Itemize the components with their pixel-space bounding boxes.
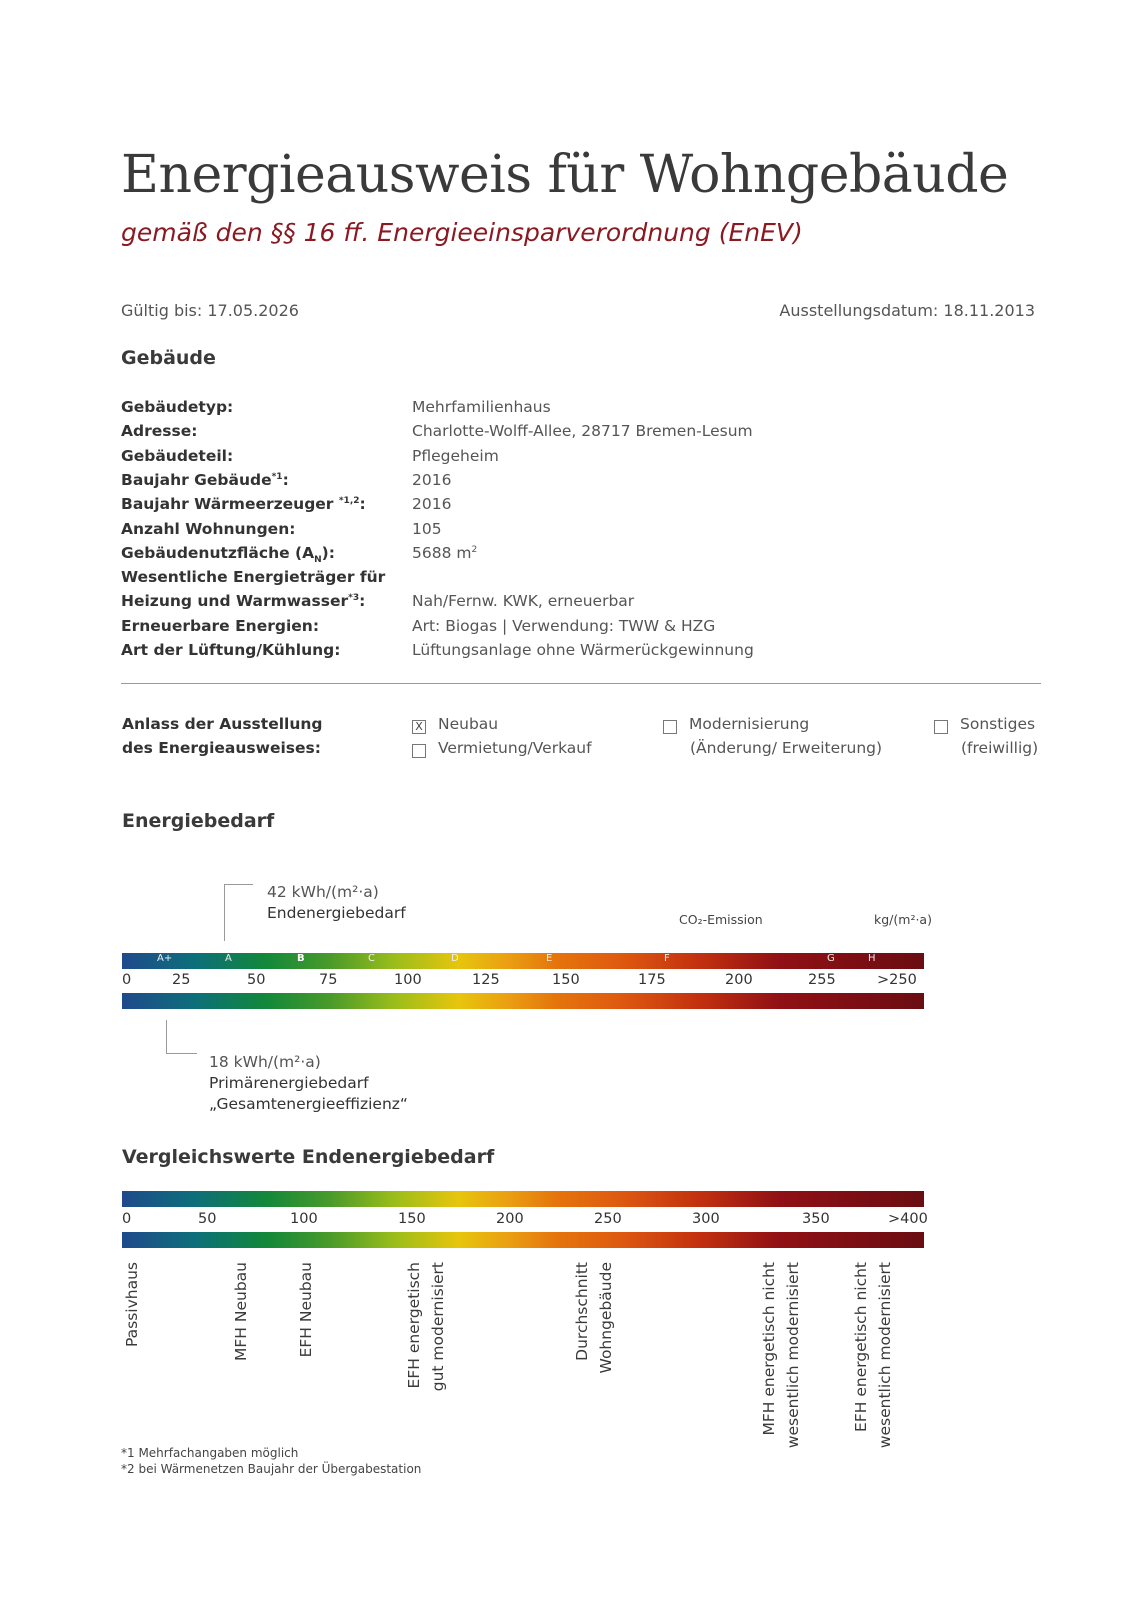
info-label: Wesentliche Energieträger für [121,568,386,587]
info-label: Art der Lüftung/Kühlung: [121,641,341,659]
energy-tick-label: 75 [319,972,338,988]
option-neubau[interactable] [412,712,592,736]
energy-tick-label: 25 [172,972,191,988]
checkbox-neubau[interactable]: X [412,720,426,734]
vergleich-label-line1: MFH Neubau [232,1262,250,1361]
vergleich-label-line2: wesentlich modernisiert [876,1262,894,1449]
info-value: Art: Biogas | Verwendung: TWW & HZG [412,616,716,635]
vergleich-label-line1: EFH Neubau [297,1262,315,1358]
option-sonstiges-label: Sonstiges [960,715,1036,733]
vergleich-label-line1: EFH energetisch [405,1262,423,1389]
info-value: 2016 [412,495,452,514]
vergleich-tick-label: 150 [398,1211,426,1227]
energy-tick-label: 255 [808,972,836,988]
info-label: Gebäudetyp: [121,398,234,416]
checkbox-vermietung[interactable] [412,744,426,758]
primaer-annotation [209,1052,408,1115]
option-vermietung[interactable] [412,736,592,760]
energy-class-label: B [297,953,305,964]
option-modernisierung[interactable] [663,712,882,760]
endenergie-annotation [267,882,406,924]
endenergie-marker [224,884,253,941]
page-title: Energieausweis für Wohngebäude [121,145,1009,205]
info-label: Gebäudeteil: [121,446,234,465]
info-value: 105 [412,519,442,538]
section-divider [121,683,1041,684]
vergleich-label-line1: Durchschnitt [573,1262,591,1361]
vergleich-label [402,1262,450,1492]
vergleich-tick-label: 250 [594,1211,622,1227]
option-neubau-label: Neubau [438,715,499,733]
valid-until: Gültig bis: 17.05.2026 [121,301,299,320]
energy-class-label: E [546,953,553,964]
info-label: Adresse: [121,422,198,441]
info-label: Baujahr Gebäude$^{*1}$: [121,470,289,489]
primaer-marker [166,1020,197,1054]
energiebedarf-heading: Energiebedarf [122,810,275,832]
anlass-label-line1: Anlass der Ausstellung [122,715,323,733]
endenergie-label: Endenergiebedarf [267,904,406,922]
co2-label: CO₂-Emission [679,912,763,927]
vergleich-tick-label: 0 [122,1211,132,1227]
info-value: Nah/Fernw. KWK, erneuerbar [412,592,635,611]
energy-class-label: F [664,953,670,964]
info-value: 2016 [412,470,452,489]
vergleich-heading: Vergleichswerte Endenergiebedarf [122,1146,495,1168]
energy-class-label: G [827,953,835,964]
energy-class-label: C [368,953,375,964]
anlass-label [122,712,323,760]
energy-tick-label: >250 [877,972,917,988]
info-value: Pflegeheim [412,446,499,465]
info-label: Heizung und Warmwasser$^{*3}$: [121,592,366,611]
info-value: Lüftungsanlage ohne Wärmerückgewinnung [412,641,754,659]
anlass-label-line2: des Energieausweises: [122,739,321,757]
energy-tick-label: 200 [725,972,753,988]
checkbox-modernisierung[interactable] [663,720,677,734]
info-value: 5688 $m^2$ [412,543,478,562]
option-vermietung-label: Vermietung/Verkauf [438,739,592,757]
energy-tick-label: 100 [394,972,422,988]
vergleich-tick-label: 50 [198,1211,217,1227]
anlass-options-col1 [412,712,592,760]
option-modernisierung-label: Modernisierung [689,715,810,733]
energy-tick-label: 50 [247,972,266,988]
vergleich-label-line2: gut modernisiert [429,1262,447,1392]
energy-scale-bar-bottom [122,993,924,1009]
checkbox-sonstiges[interactable] [934,720,948,734]
co2-unit: kg/(m²·a) [874,912,932,927]
vergleich-label-line1: MFH energetisch nicht [760,1262,778,1436]
primaer-label: Primärenergiebedarf [209,1074,369,1092]
primaer-value: 18 kWh/(m²·a) [209,1053,321,1071]
vergleich-tick-label: 350 [802,1211,830,1227]
energy-class-label: H [868,953,876,964]
vergleich-label-line2: wesentlich modernisiert [784,1262,802,1449]
energy-class-label: D [451,953,459,964]
vergleich-tick-label: >400 [888,1211,928,1227]
option-sonstiges[interactable] [934,712,1038,760]
vergleich-label [849,1262,897,1492]
footnote-1: *1 Mehrfachangaben möglich [121,1446,299,1460]
vergleich-tick-label: 100 [290,1211,318,1227]
energy-class-label: A+ [157,953,173,964]
issue-date: Ausstellungsdatum: 18.11.2013 [779,301,1035,320]
info-label: Baujahr Wärmeerzeuger $^{*1,2}$: [121,495,366,514]
energy-tick-label: 150 [552,972,580,988]
info-label: Erneuerbare Energien: [121,616,320,635]
vergleich-tick-label: 300 [692,1211,720,1227]
vergleich-bar-bottom [122,1232,924,1248]
vergleich-bar-top [122,1191,924,1207]
info-label: Gebäudenutzfläche $(A_N)$: [121,543,335,565]
vergleich-tick-label: 200 [496,1211,524,1227]
vergleich-label-line1: Passivhaus [123,1262,141,1348]
building-heading: Gebäude [121,347,216,369]
endenergie-value: 42 kWh/(m²·a) [267,883,379,901]
primaer-label2: „Gesamtenergieeffizienz“ [209,1095,408,1113]
info-value: Mehrfamilienhaus [412,398,551,416]
info-value: Charlotte-Wolff-Allee, 28717 Bremen-Lesum [412,422,753,441]
vergleich-label-line2: Wohngebäude [597,1262,615,1374]
energy-tick-label: 0 [122,972,132,988]
page-subtitle: gemäß den §§ 16 ff. Energieeinsparverordnung (EnEV) [121,218,803,247]
vergleich-label-line1: EFH energetisch nicht [852,1262,870,1432]
vergleich-label [757,1262,805,1492]
info-label: Anzahl Wohnungen: [121,519,296,538]
vergleich-label [570,1262,618,1492]
footnote-2: *2 bei Wärmenetzen Baujahr der Übergabestation [121,1462,422,1476]
energy-class-label: A [225,953,232,964]
option-modernisierung-label2: (Änderung/ Erweiterung) [690,739,883,757]
energy-tick-label: 175 [638,972,666,988]
energy-tick-label: 125 [472,972,500,988]
option-sonstiges-label2: (freiwillig) [961,739,1039,757]
energy-scale-bar-top [122,953,924,969]
